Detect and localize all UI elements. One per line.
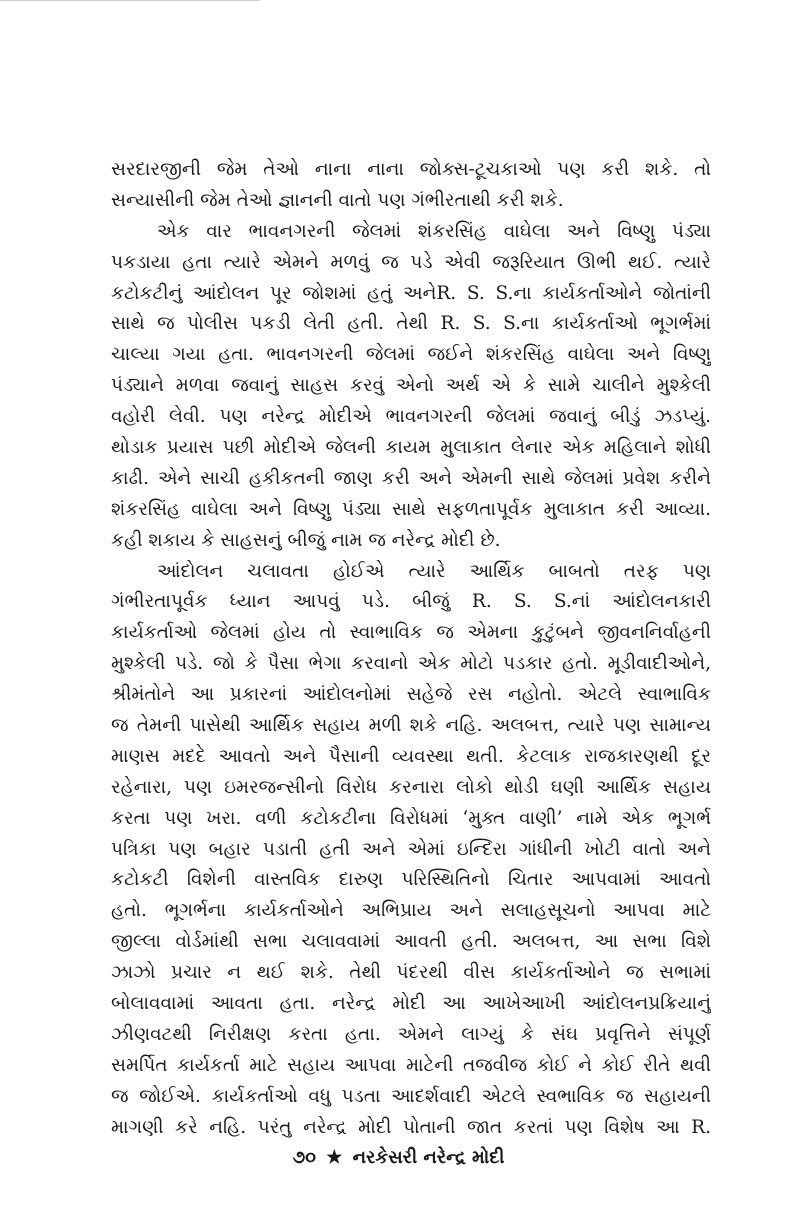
text-line: જીલ્લા વોર્ડમાંથી સભા ચલાવવામાં આવતી હતી. અલબત્ત, આ સભા વિશે [111,931,711,953]
text-line: પત્રિકા પણ બહાર પડાતી હતી અને એમાં ઇન્દિરા ગાંધીની ખોટી વાતો અને [111,838,711,860]
text-line: શંકરસિંહ વાઘેલા અને વિષ્ણુ પંડ્યા સાથે સફળતાપૂર્વક મુલાકાત કરી આવ્યા. [111,498,711,520]
page-number: ૭૦ [292,1147,316,1168]
text-line: કટોકટી વિશેની વાસ્તવિક દારુણ પરિસ્થિતિનો ચિતાર આપવામાં આવતો [111,869,711,891]
text-line: માગણી કરે નહિ. પરંતુ નરેન્દ્ર મોદી પોતાની જાત કરતાં પણ વિશેષ આ R. [111,1116,711,1138]
text-line: કરતા પણ ખરા. વળી કટોકટીના વિરોધમાં ‘મુક્ત વાણી’ નામે એક ભૂગર્ભ [111,807,711,829]
scan-edge-line [0,0,260,1]
text-line: પંડ્યાને મળવા જવાનું સાહસ કરવું એનો અર્થ એ કે સામે ચાલીને મુશ્કેલી [111,375,711,397]
text-line: આંદોલન ચલાવતા હોઈએ ત્યારે આર્થિક બાબતો તરફ પણ [157,560,711,582]
body-text [111,155,711,1144]
text-line: થોડાક પ્રયાસ પછી મોદીએ જેલની કાયમ મુલાકાત લેનાર એક મહિલાને શોધી [111,437,711,459]
text-line: એક વાર ભાવનગરની જેલમાં શંકરસિંહ વાઘેલા અને વિષ્ણુ પંડ્યા [157,220,711,242]
text-line: મુશ્કેલી પડે. જો કે પૈસા ભેગા કરવાનો એક મોટો પડકાર હતો. મૂડીવાદીઓને, [111,653,711,675]
text-line: બોલાવવામાં આવતા હતા. નરેન્દ્ર મોદી આ આખેઆખી આંદોલનપ્રક્રિયાનું [111,993,711,1015]
text-line: જ જોઈએ. કાર્યકર્તાઓ વધુ પડતા આદર્શવાદી એટલે સ્વભાવિક જ સહાયની [111,1085,711,1107]
star-separator: ★ [326,1147,343,1168]
text-line: ઝાઝો પ્રચાર ન થઈ શકે. તેથી પંદરથી વીસ કાર્યકર્તાઓને જ સભામાં [111,962,711,984]
text-line: કટોકટીનું આંદોલન પૂર જોશમાં હતું અનેR. S. S.ના કાર્યકર્તાઓને જોતાંની [111,282,711,304]
text-line: સન્યાસીની જેમ તેઓ જ્ઞાનની વાતો પણ ગંભીરતાથી કરી શકે. [111,189,564,211]
text-line: કાઢી. એને સાચી હકીકતની જાણ કરી અને એમની સાથે જેલમાં પ્રવેશ કરીને [111,467,711,489]
page-footer [0,1145,797,1171]
book-title: નરકેસરી નરેન્દ્ર મોદી [352,1147,505,1168]
text-line: વહોરી લેવી. પણ નરેન્દ્ર મોદીએ ભાવનગરની જેલમાં જવાનું બીડું ઝડપ્યું. [111,406,711,428]
text-line: રહેનારા, પણ ઇમરજન્સીનો વિરોધ કરનારા લોકો થોડી ઘણી આર્થિક સહાય [111,776,711,798]
text-line: પકડાયા હતા ત્યારે એમને મળવું જ પડે એવી જરૂરિયાત ઊભી થઈ. ત્યારે [111,251,711,273]
text-line: ગંભીરતાપૂર્વક ધ્યાન આપવું પડે. બીજું R. S. S.નાં આંદોલનકારી [111,591,711,613]
text-line: માણસ મદદે આવતો અને પૈસાની વ્યવસ્થા થતી. કેટલાક રાજકારણથી દૂર [111,745,711,767]
text-line: જ તેમની પાસેથી આર્થિક સહાય મળી શકે નહિ. અલબત્ત, ત્યારે પણ સામાન્ય [111,715,711,737]
text-line: શ્રીમંતોને આ પ્રકારનાં આંદોલનોમાં સહેજે રસ નહોતો. એટલે સ્વાભાવિક [111,684,711,706]
text-line: હતો. ભૂગર્ભના કાર્યકર્તાઓને અભિપ્રાય અને સલાહસૂચનો આપવા માટે [111,900,711,922]
text-line: કાર્યકર્તાઓ જેલમાં હોય તો સ્વાભાવિક જ એમના કુટુંબને જીવનનિર્વાહની [111,622,711,644]
text-line: ઝીણવટથી નિરીક્ષણ કરતા હતા. એમને લાગ્યું કે સંઘ પ્રવૃત્તિને સંપૂર્ણ [111,1023,711,1045]
text-line: સાથે જ પોલીસ પકડી લેતી હતી. તેથી R. S. S.ના કાર્યકર્તાઓ ભૂગર્ભમાં [111,313,711,335]
text-line: સમર્પિત કાર્યકર્તા માટે સહાય આપવા માટેની તજવીજ કોઈ ને કોઈ રીતે થવી [111,1054,711,1076]
text-line: સરદારજીની જેમ તેઓ નાના નાના જોક્સ-ટૂચકાઓ પણ કરી શકે. તો [111,159,711,180]
text-line: ચાલ્યા ગયા હતા. ભાવનગરની જેલમાં જઈને શંકરસિંહ વાઘેલા અને વિષ્ણુ [111,344,711,366]
text-line: કહી શકાય કે સાહસનું બીજું નામ જ નરેન્દ્ર મોદી છે. [111,529,501,551]
